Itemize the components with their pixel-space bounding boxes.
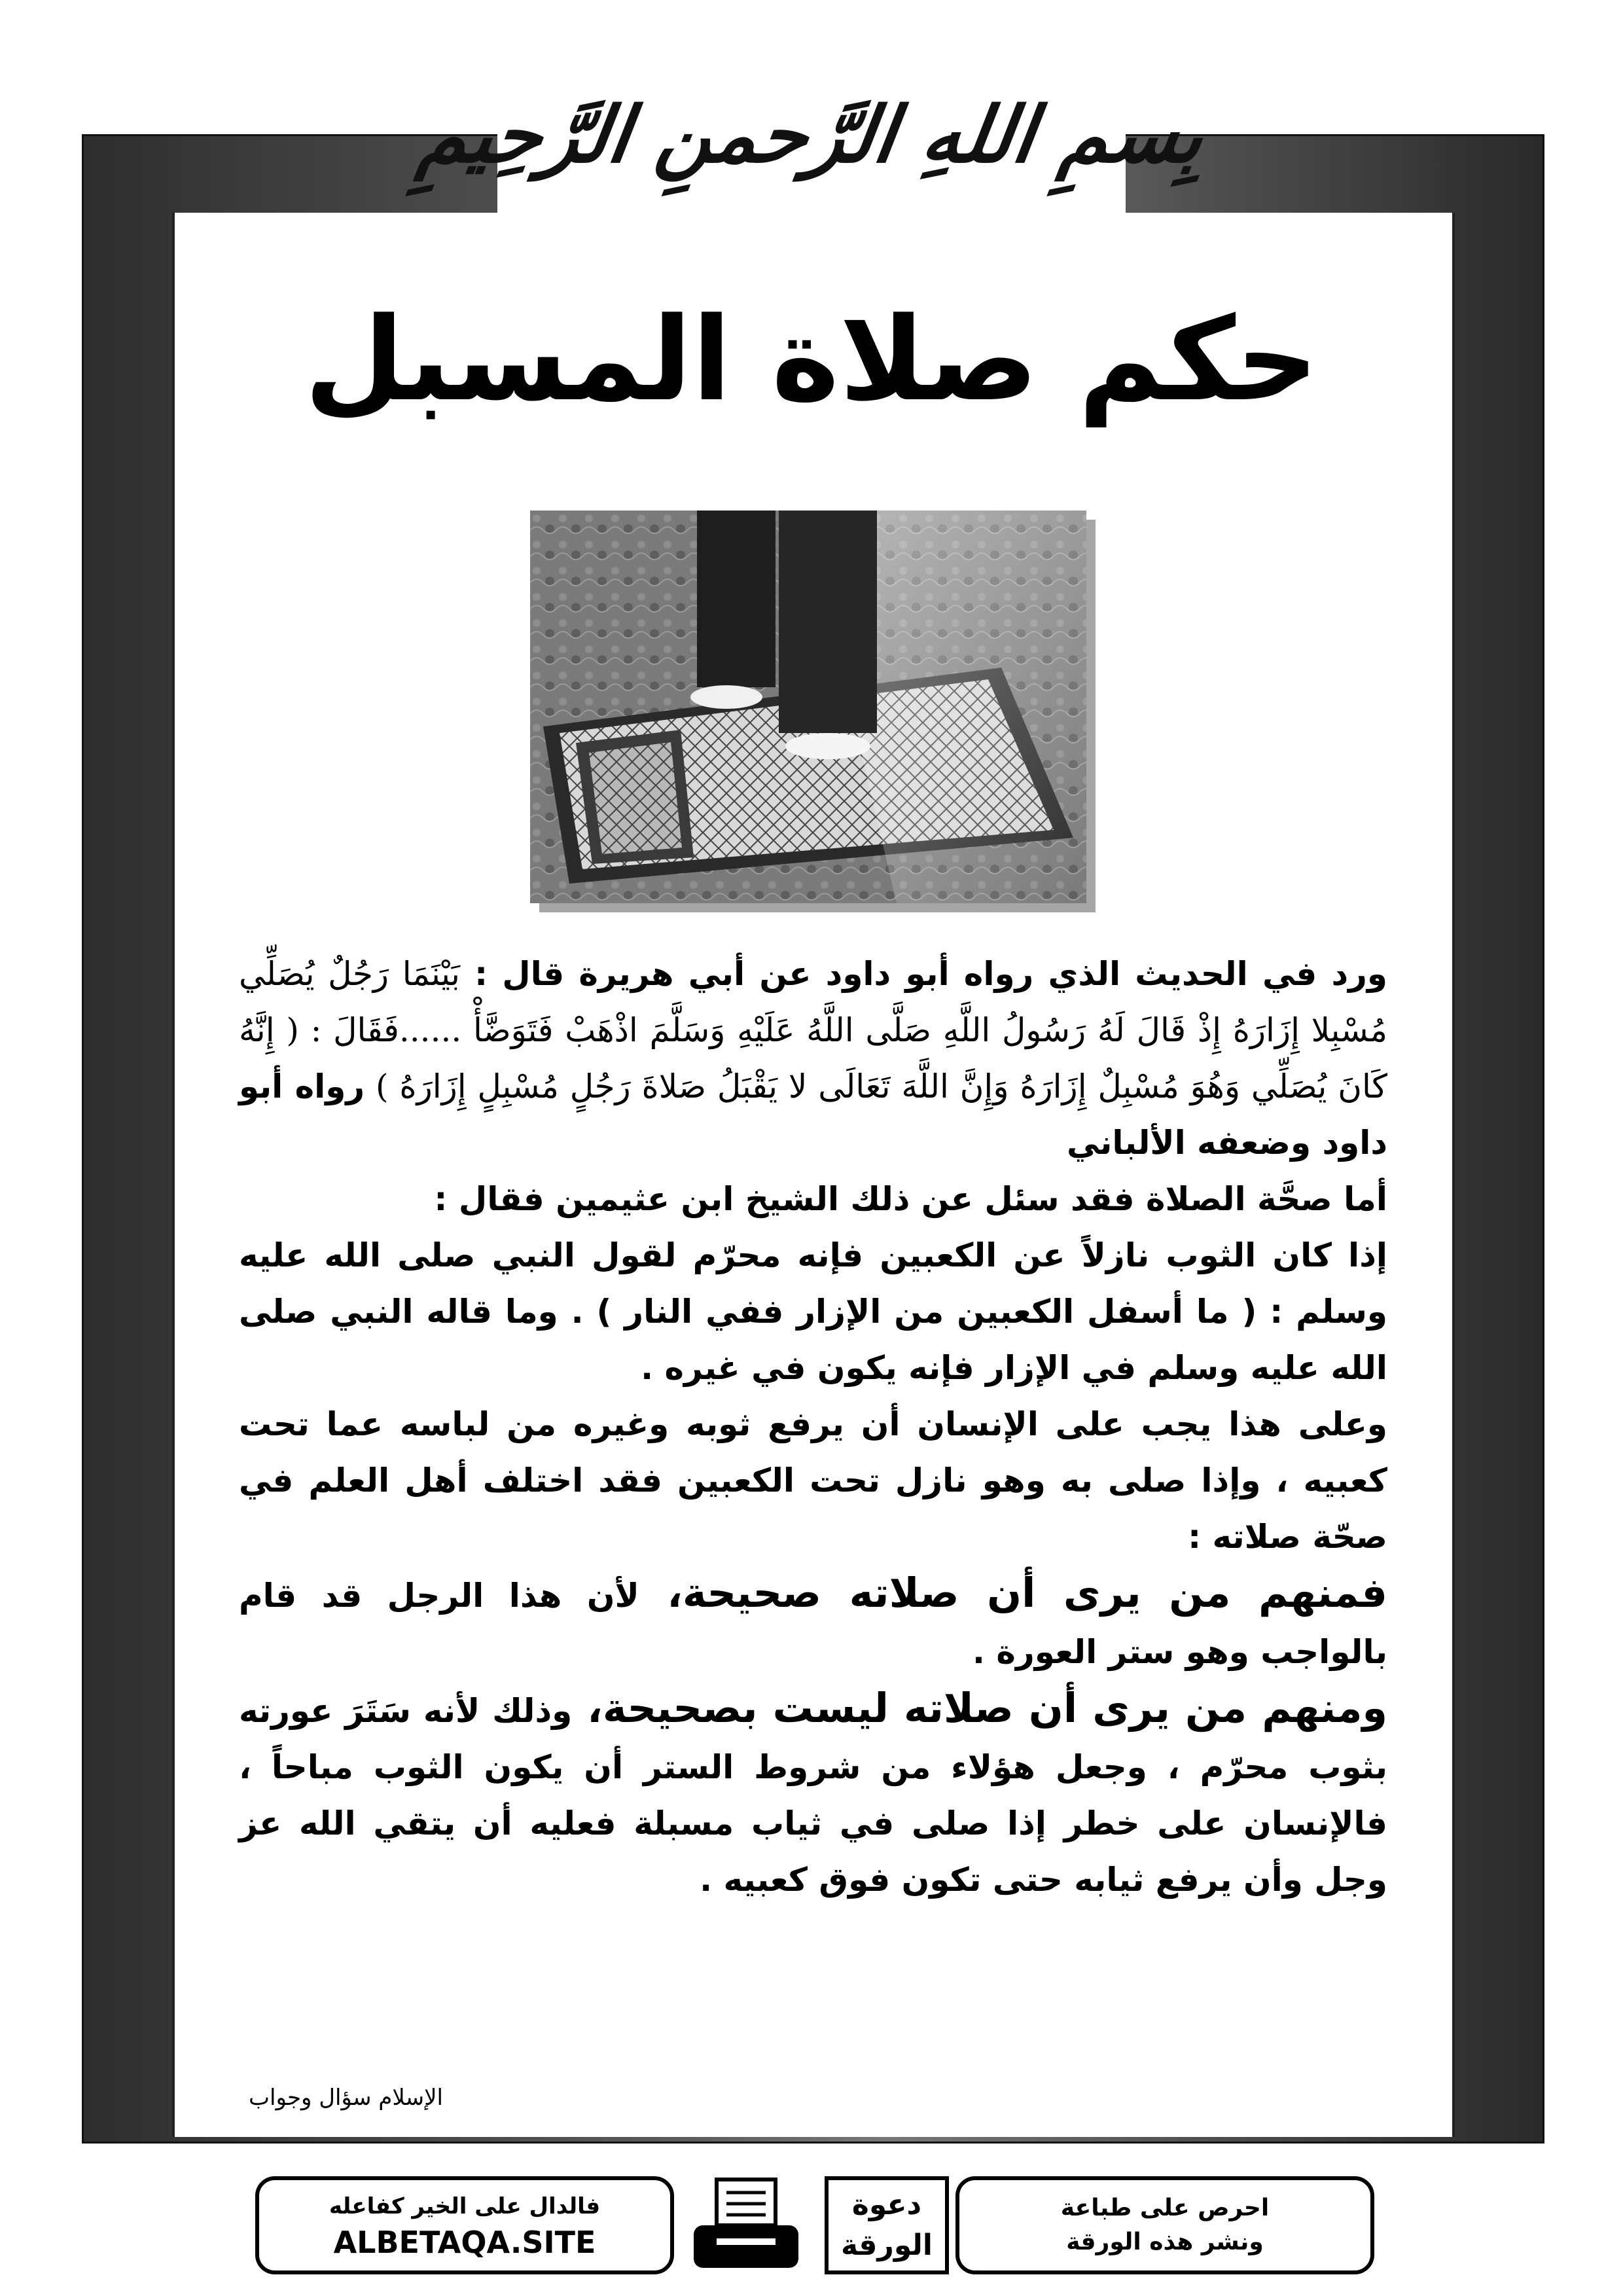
opinion-valid-text: لأن هذا الرجل قد قام بالواجب وهو ستر العورة . <box>239 1577 1387 1671</box>
bismillah-banner <box>413 46 1210 223</box>
hadith-text: بَيْنَمَا رَجُلٌ يُصَلِّي مُسْبِلا إِزَارَهُ إِذْ قَالَ لَهُ رَسُولُ اللَّهِ صَلَّى اللَّهُ عَلَيْهِ وَسَلَّمَ اذْهَبْ فَتَوَضَّأْ ......فَقَالَ : ( إِنَّهُ كَانَ يُصَلِّي وَهُوَ مُسْبِلٌ إِزَارَهُ وَإِنَّ اللَّهَ تَعَالَى لا يَقْبَلُ صَلاةَ رَجُلٍ مُسْبِلٍ إِزَارَهُ ) <box>239 955 1388 1105</box>
website-link[interactable]: ALBETAQA.SITE <box>333 2225 596 2260</box>
print-reminder-line-2: ونشر هذه الورقة <box>1066 2229 1264 2255</box>
dawah-logo <box>825 2176 949 2274</box>
hadith-reference: رواه أبو داود وضعفه الألباني <box>239 1067 1387 1162</box>
source-credit: الإسلام سؤال وجواب <box>249 2085 443 2111</box>
opinion-valid-heading: فمنهم من يرى أن صلاته صحيحة، <box>639 1569 1387 1617</box>
paragraph-hadith <box>239 946 1387 1171</box>
logo-line-1: دعوة <box>851 2188 922 2221</box>
website-box[interactable] <box>255 2176 674 2274</box>
page-title: حكم صلاة المسبل <box>304 293 1319 427</box>
footer-bar <box>255 2176 1374 2274</box>
opinion-invalid-text: وذلك لأنه سَتَرَ عورته بثوب محرّم ، وجعل هؤلاء من شروط الستر أن يكون الثوب مباحاً ، فالإنسان على خطر إذا صلى في ثياب مسبلة فعليه أن يتقي الله عز وجل وأن يرفع ثيابه حتى تكون فوق كعبيه . <box>239 1692 1387 1899</box>
paragraph-ruling: إذا كان الثوب نازلاً عن الكعبين فإنه محرّم لقول النبي صلى الله عليه وسلم : ( ما أسفل الكعبين من الإزار ففي النار ) . وما قاله النبي صلى الله عليه وسلم في الإزار فإنه يكون في غيره . <box>239 1236 1387 1387</box>
bismillah-calligraphy: بِسمِ اللهِ الرَّحمنِ الرَّحِيمِ <box>413 88 1210 180</box>
logo-line-2: الورقة <box>841 2229 933 2262</box>
prayer-photo <box>530 511 1086 903</box>
hadith-intro: ورد في الحديث الذي رواه أبو داود عن أبي هريرة قال : <box>459 955 1387 993</box>
printer-icon <box>687 2176 805 2274</box>
website-slogan: فالدال على الخير كفاعله <box>329 2193 601 2219</box>
paragraph-opinion-valid <box>239 1565 1387 1680</box>
paragraph-opinion-invalid <box>239 1680 1387 1908</box>
print-reminder-box <box>955 2176 1374 2274</box>
paragraph-question: أما صحَّة الصلاة فقد سئل عن ذلك الشيخ ابن عثيمين فقال : <box>434 1180 1387 1218</box>
opinion-invalid-heading: ومنهم من يرى أن صلاته ليست بصحيحة، <box>572 1684 1388 1732</box>
article-body <box>239 946 1387 1908</box>
print-reminder-line-1: احرص على طباعة <box>1060 2195 1270 2221</box>
paragraph-obligation: وعلى هذا يجب على الإنسان أن يرفع ثوبه وغيره من لباسه عما تحت كعبيه ، وإذا صلى به وهو نازل تحت الكعبين فقد اختلف أهل العلم في صحّة صلاته : <box>239 1405 1387 1556</box>
